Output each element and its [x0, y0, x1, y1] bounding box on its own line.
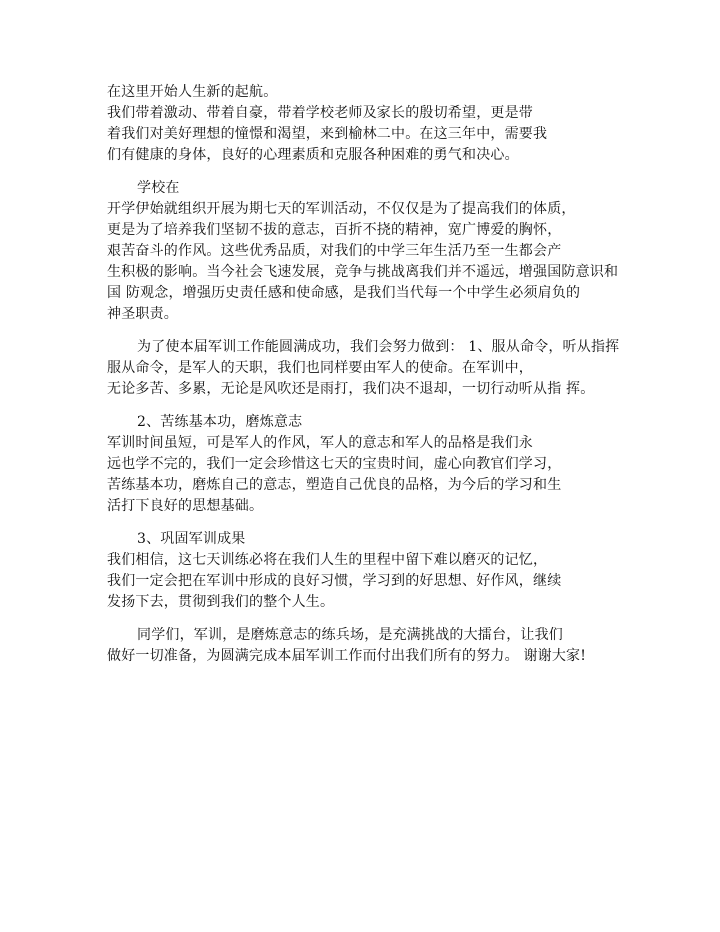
text-line: 活打下良好的思想基础。 [107, 498, 264, 514]
text-line: 我们一定会把在军训中形成的良好习惯，学习到的好思想、好作风，继续 [107, 573, 562, 589]
text-line: 我们带着激动、带着自豪，带着学校老师及家长的殷切希望，更是带 [107, 105, 533, 121]
text-line: 做好一切准备，为圆满完成本届军训工作而付出我们所有的努力。 谢谢大家! [107, 648, 587, 664]
text-line: 开学伊始就组织开展为期七天的军训活动，不仅仅是为了提高我们的体质， [107, 201, 576, 217]
text-line: 学校在 [137, 180, 180, 196]
text-line: 苦练基本功，磨炼自己的意志，塑造自己优良的品格，为今后的学习和生 [107, 477, 562, 493]
text-line: 同学们，军训，是磨炼意志的练兵场，是充满挑战的大擂台，让我们 [137, 627, 563, 643]
text-line: 们有健康的身体，良好的心理素质和克服各种困难的勇气和决心。 [107, 147, 519, 163]
text-line: 远也学不完的，我们一定会珍惜这七天的宝贵时间，虚心向教官们学习， [107, 456, 562, 472]
text-line: 2、苦练基本功，磨炼意志 [137, 414, 303, 430]
text-line: 服从命令，是军人的天职，我们也同样要由军人的使命。在军训中， [107, 360, 533, 376]
text-line: 艰苦奋斗的作风。这些优秀品质，对我们的中学三年生活乃至一生都会产 [107, 243, 562, 259]
text-line: 军训时间虽短，可是军人的作风，军人的意志和军人的品格是我们永 [107, 435, 533, 451]
text-line: 更是为了培养我们坚韧不拔的意志，百折不挠的精神，宽广博爱的胸怀， [107, 222, 562, 238]
text-line: 无论多苦、多累，无论是风吹还是雨打，我们决不退却，一切行动听从指 挥。 [107, 381, 595, 397]
text-line: 3、巩固军训成果 [137, 531, 246, 547]
text-line: 在这里开始人生新的起航。 [107, 84, 278, 100]
text-line: 发扬下去，贯彻到我们的整个人生。 [107, 594, 335, 610]
text-line: 生积极的影响。当今社会飞速发展，竞争与挑战离我们并不遥远，增强国防意识和 [107, 264, 619, 280]
text-line: 为了使本届军训工作能圆满成功，我们会努力做到： 1、服从命令，听从指挥 [137, 339, 620, 355]
text-line: 国 防观念，增强历史责任感和使命感，是我们当代每一个中学生必须肩负的 [107, 285, 581, 301]
text-line: 神圣职责。 [107, 306, 178, 322]
text-line: 我们相信，这七天训练必将在我们人生的里程中留下难以磨灭的记忆， [107, 552, 548, 568]
text-line: 着我们对美好理想的憧憬和渴望，来到榆林二中。在这三年中，需要我 [107, 126, 548, 142]
